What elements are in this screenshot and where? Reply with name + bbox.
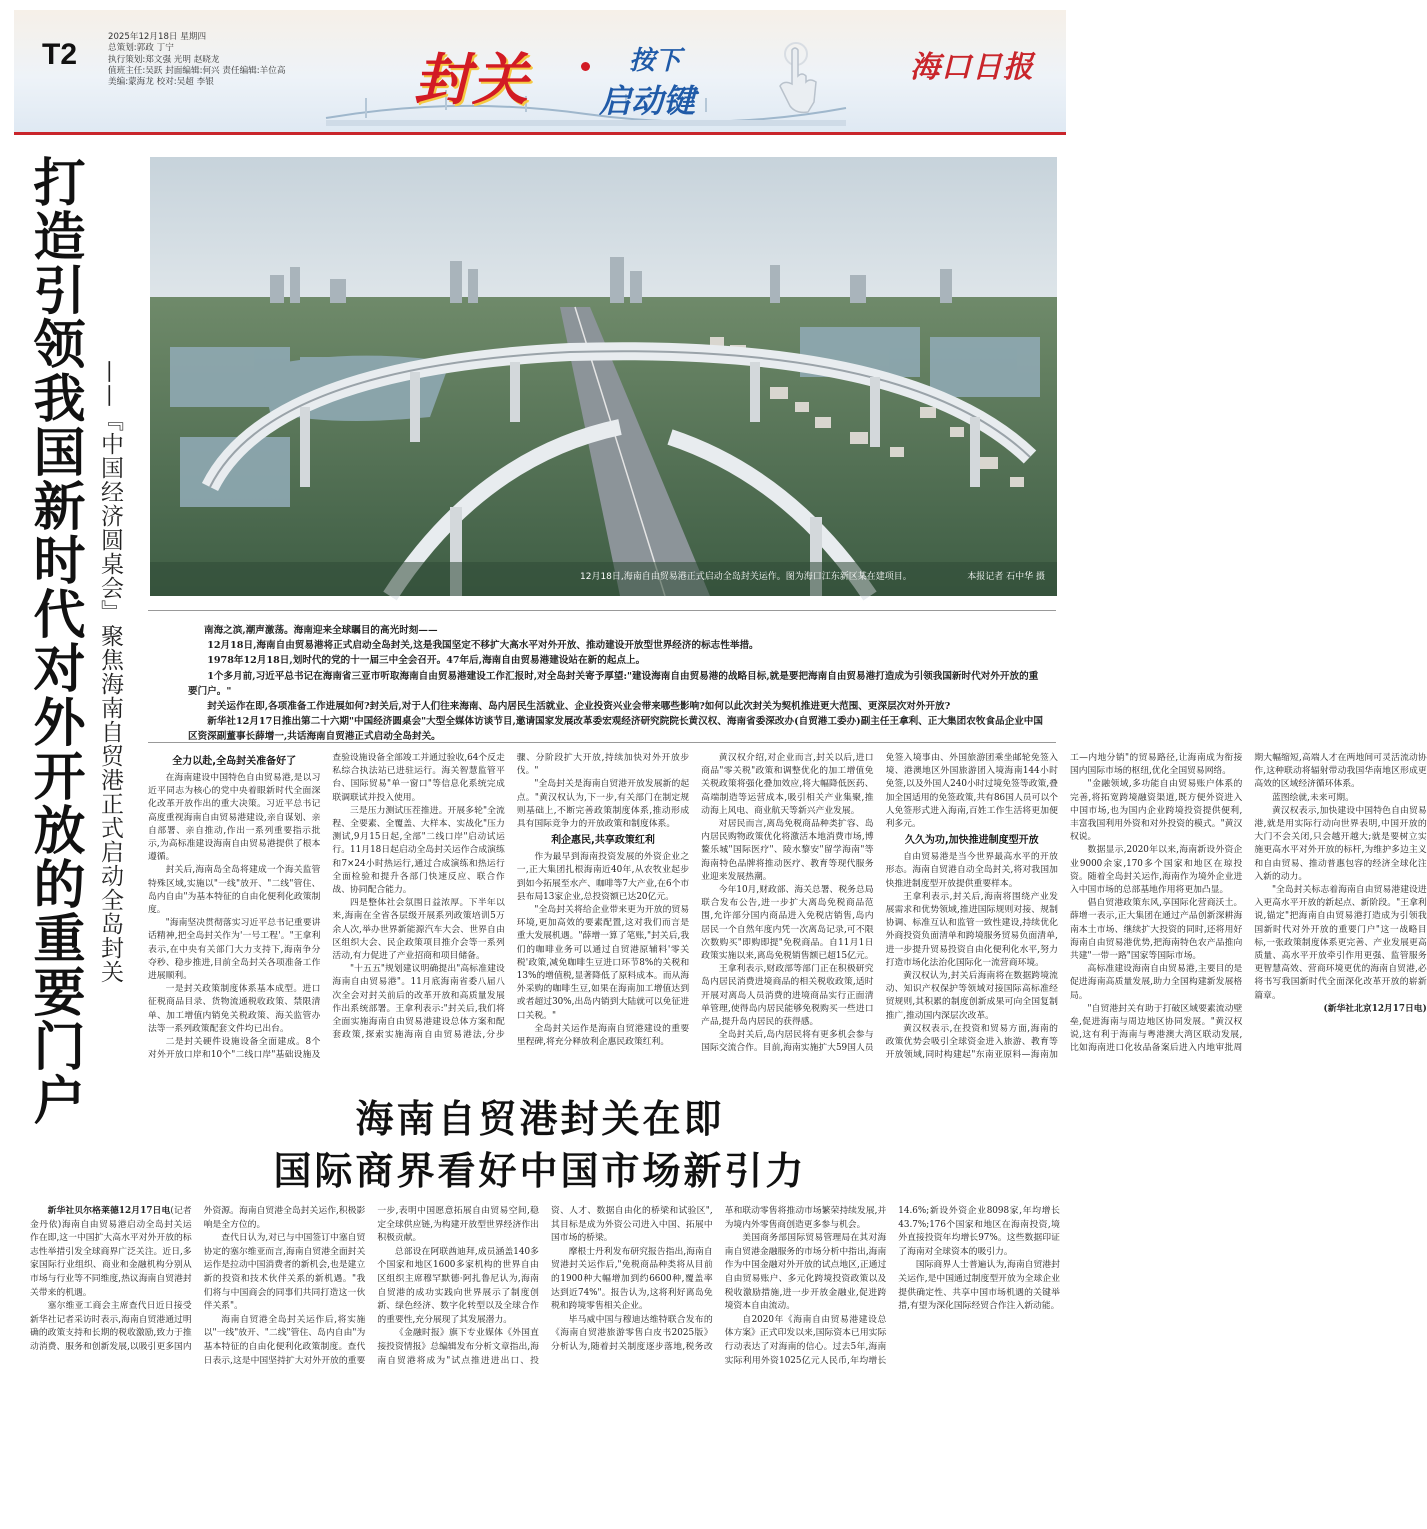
- page-number: T2: [42, 38, 78, 71]
- page-header: [14, 10, 1066, 135]
- body-paragraph: 黄汉权表示,在投资和贸易方面,海南的政策优势会吸引全球资金进入旅游、教育等开放领域,同时构建起"东南亚原料—海南加工—内地分销"的贸易路径,让海南成为衔接国内国际市场的枢纽,优化全国贸易网络。: [885, 753, 1243, 1061]
- body-paragraph: 在海南建设中国特色自由贸易港,是以习近平同志为核心的党中央着眼新时代全面深化改革开放作出的重大决策。习近平总书记高度重视海南自由贸易港建设,亲自谋划、亲自部署、亲自推动,作出一系列重要指示批示,为高标准建设海南自由贸易港提供了根本遵循。: [148, 773, 321, 863]
- section-heading: 久久为功,加快推进制度型开放: [904, 835, 1039, 847]
- article2-title-line1: 海南自贸港封关在即: [355, 1097, 725, 1141]
- body-paragraph: 数据显示,2020年以来,海南新设外资企业9000余家,170多个国家和地区在琼投资。随着全岛封关运作,海南作为境外企业进入中国市场的总部基地作用将更加凸显。: [1069, 845, 1243, 896]
- sub-headline: ——『中国经济圆桌会』聚焦海南自贸港正式启动全岛封关: [97, 360, 123, 984]
- lead-paragraph: 南海之滨,潮声激荡。海南迎来全球瞩目的高光时刻——: [204, 625, 438, 636]
- body-paragraph: 自2020年《海南自由贸易港建设总体方案》正式印发以来,国际资本已用实际行动表达了对海南的信心。过去5年,海南实际利用外资1025亿元人民币,年均增长14.6%;新设外资企业8098家,年均增长43.7%;176个国家和地区在海南投资,境外直接投资年均增长97%。这些数据印证了海南对全球资本的吸引力。: [724, 1206, 1060, 1366]
- aerial-interchange-illustration: [150, 157, 1057, 596]
- body-paragraph: 黄汉权认为,封关后海南将在数据跨境流动、知识产权保护等领域对接国际高标准经贸规则,其积累的制度创新成果可向全国复制推广,推动国内深层次改革。: [885, 971, 1058, 1021]
- body-paragraph: 一是封关政策制度体系基本成型。进口征税商品目录、货物流通税收政策、禁限清单、加工增值内销免关税政策、海关监管办法等一系列政策配套文件均已出台。: [148, 984, 321, 1034]
- body-paragraph: "全岛封关是海南自贸港开放发展新的起点。"黄汉权认为,下一步,有关部门在制定规则基础上,不断完善政策制度体系,推动形成具有国际竞争力的开放政策和制度体系。: [516, 779, 690, 830]
- body-paragraph: 全岛封关后,岛内居民将有更多机会参与国际交流合作。目前,海南实施扩大59国人员免签入境事由、外国旅游团乘坐邮轮免签入境、港澳地区外国旅游团入境海南144小时免签,以及外国人240小时过境免签等政策,叠加全国适用的免签政策,共有86国人员可以个人免签形式进入海南,百姓工作生活将更加便利多元。: [701, 753, 1058, 1054]
- body-paragraph: 美国商务部国际贸易管理局在其对海南自贸港金融服务的市场分析中指出,海南作为中国金融对外开放的试点地区,正通过自由贸易账户、多元化跨境投资政策以及税收激励措施,进一步开放金融业,促进跨境资本自由流动。: [724, 1233, 887, 1312]
- body-paragraph: 高标准建设海南自由贸易港,主要目的是促进海南高质量发展,助力全国构建新发展格局。: [1069, 964, 1243, 1001]
- body-paragraph: 自由贸易港是当今世界最高水平的开放形态。海南自贸港自动全岛封关,将对我国加快推进制度型开放提供重要样本。: [885, 852, 1058, 889]
- body-paragraph: "金融领域,多功能自由贸易账户体系的完善,将拓宽跨境融资渠道,既方便外资进入中国市场,也为国内企业跨境投资提供便利,丰富我国利用外资和对外投资的模式。"黄汉权说。: [1069, 779, 1243, 843]
- body-paragraph: 对居民而言,离岛免税商品种类扩容、岛内居民购物政策优化将激活本地消费市场,博鳌乐城"国际医疗"、陵水黎安"留学海南"等海南特色品牌将推动医疗、教育等现代服务业迎来发展热潮。: [701, 819, 874, 882]
- newspaper-logo: 海口日报: [910, 50, 1034, 85]
- body-paragraph: "自贸港封关有助于打破区域要素流动壁垒,促进海南与周边地区协同发展。"黄汉权说,这有利于海南与粤港澳大湾区联动发展,比如海南进口化妆品备案后进入内地审批周期大幅缩短,高端人才在两地间可灵活流动协作,这种联动将辐射带动我国华南地区形成更高效的区域经济循环体系。: [1069, 753, 1427, 1054]
- pointing-hand-icon: [766, 40, 826, 118]
- lead-paragraph: 1978年12月18日,划时代的党的十一届三中全会召开。47年后,海南自由贸易港建设站在新的起点上。: [207, 655, 646, 667]
- body-paragraph: "全岛封关将给企业带来更为开放的贸易环境,更加高效的要素配置,这对我们而言是重大发展机遇。"薛增一算了笔账,"封关后,我们的咖啡业务可以通过自贸港原辅料'零关税'政策,减免咖啡生豆进口环节8%的关税和13%的增值税,显著降低了原料成本。而从海外采购的咖啡生豆,如果在海南加工增值达到或者超过30%,出岛内销到大陆就可以免征进口关税。": [516, 905, 690, 1021]
- photo-caption: 12月18日,海南自由贸易港正式启动全岛封关运作。图为海口江东新区某在建项目。: [580, 572, 912, 582]
- credit-line: 执行策划:郑文强 光明 赵晓龙: [108, 54, 220, 65]
- article-lead: [148, 610, 1056, 745]
- body-paragraph: 蓝图绘就,未来可期。: [1271, 792, 1354, 803]
- lead-paragraph: 12月18日,海南自由贸易港将正式启动全岛封关,这是我国坚定不移扩大高水平对外开放、推动建设开放型世界经济的标志性举措。: [207, 640, 759, 652]
- masthead-credits: [108, 32, 285, 88]
- article2-dateline: 新华社贝尔格莱德12月17日电: [47, 1206, 171, 1216]
- body-paragraph: 总部设在阿联酋迪拜,成员涵盖140多个国家和地区1600多家机构的世界自由区组织主席穆罕默德·阿扎鲁尼认为,海南自贸港的成功实践向世界展示了制度创新、绿色经济、数字化转型以及全球合作的重要性,充分展现了其发展潜力。: [377, 1246, 539, 1325]
- body-paragraph: 塞尔维亚工商会主席查代日近日接受新华社记者采访时表示,海南自贸港通过明确的政策支持和长期的税收激励,致力于推动消费、服务和创新发展,以吸引更多国内外资源。海南自贸港全岛封关运作,积极影响是全方位的。: [30, 1206, 366, 1352]
- body-paragraph: 王拿利表示,财政部等部门正在积极研究岛内居民消费进境商品的相关税收政策,适时开展对离岛人员消费的进境商品实行正面清单管理,使得岛内居民能够免税购买一些进口产品,提升岛内居民的获得感。: [701, 964, 874, 1028]
- body-paragraph: 毕马威中国与穆迪达维特联合发布的《海南自贸港旅游零售白皮书2025版》分析认为,随着封关制度逐步落地,税务改革和联动零售将推动市场繁荣持续发展,并为境内外零售商创造更多参与机会。: [550, 1206, 887, 1352]
- body-paragraph: 黄汉权介绍,对企业而言,封关以后,进口商品"零关税"政策和调整优化的加工增值免关税政策将强化叠加效应,将大幅降低医药、高端制造等运营成本,吸引相关产业集聚,推动海上风电、商业航天等新兴产业发展。: [701, 753, 874, 816]
- body-paragraph: 国际商界人士普遍认为,海南自贸港封关运作,是中国通过制度型开放为全球企业提供确定性、共享中国市场机遇的关键举措,有望为深化国际经贸合作注入新动能。: [898, 1260, 1060, 1312]
- date-line: 2025年12月18日 星期四: [108, 32, 207, 42]
- body-paragraph: "全岛封关标志着海南自由贸易港建设进入更高水平开放的新起点、新阶段。"王拿利说,锚定"把海南自由贸易港打造成为引领我国新时代对外开放的重要门户"这一战略目标,一张政策制度体系更完善、产业发展更高质量、高水平开放牵引作用更强、监管服务更智慧高效、营商环境更优的海南自贸港,必将书写我国新时代全面深化改革开放的崭新篇章。: [1254, 885, 1427, 1001]
- news-photo-interchange: [150, 157, 1057, 596]
- body-paragraph: 二是封关硬件设施设备全面建成。8个对外开放口岸和10个"二线口岸"基础设施及查验设施设备全部竣工并通过验收,64个反走私综合执法站已进驻运行。海关智慧监管平台、国际贸易"单一窗口"等信息化系统完成联调联试并投入使用。: [148, 753, 505, 1061]
- slogan-dot: [581, 62, 590, 71]
- body-paragraph: 全岛封关运作是海南自贸港建设的重要里程碑,将充分释放利企惠民政策红利。: [516, 1023, 690, 1048]
- body-paragraph: 王拿利表示,封关后,海南将围绕产业发展需求和优势领域,推进国际规则对接、规制协调、标准互认和监管一致性建设,持续优化外商投资负面清单和跨境服务贸易负面清单,进一步提升贸易投资自由化便利化水平,努力打造市场化法治化国际化一流营商环境。: [885, 891, 1058, 968]
- body-paragraph: 四是整体社会氛围日益浓厚。下半年以来,海南在全省各层级开展系列政策培训5万余人次,举办世界新能源汽车大会、世界自由区组织大会、民企政策项目推介会等一系列活动,有力促进了产业招商和项目储备。: [332, 898, 505, 962]
- body-paragraph: "海南坚决贯彻落实习近平总书记重要讲话精神,把全岛封关作为'一号工程'。"王拿利表示,在中央有关部门大力支持下,海南争分夺秒、稳步推进,目前全岛封关各项准备工作进展顺利。: [148, 918, 321, 982]
- article-body: [148, 752, 1427, 1067]
- slogan-press: 按下: [629, 46, 682, 76]
- section-heading: 利企惠民,共享政策红利: [551, 835, 655, 847]
- photo-credit: 本报记者 石中华 摄: [967, 572, 1045, 582]
- credit-line: 值班主任:吴跃 封面编辑:何兴 责任编辑:羊位高: [108, 65, 286, 76]
- credit-line: 美编:蒙海龙 校对:吴超 李银: [108, 77, 214, 88]
- lead-paragraph: 封关运作在即,各项准备工作进展如何?封关后,对于人们往来海南、岛内居民生活就业、企业投资兴业会带来哪些影响?如何以此次封关为契机推进更大范围、更深层次对外开放?: [207, 701, 951, 713]
- credit-line: 总策划:郭政 丁宁: [108, 43, 174, 54]
- body-paragraph: 作为最早到海南投资发展的外资企业之一,正大集团扎根海南近40年,从农牧业起步到如今拓展至水产、咖啡等7大产业,在6个市县布局13家企业,总投资额已达20亿元。: [516, 852, 690, 902]
- body-paragraph: 黄汉权表示,加快建设中国特色自由贸易港,就是用实际行动向世界表明,中国开放的大门不会关闭,只会越开越大;就是要树立实施更高水平对外开放的标杆,为维护多边主义和自由贸易、推动普惠包容的经济全球化注入新的动力。: [1254, 805, 1427, 882]
- slogan-main: 封关: [414, 48, 530, 113]
- article-signoff: (新华社北京12月17日电): [1323, 1003, 1427, 1014]
- body-paragraph: 海南自贸港全岛封关运作后,将实施以"一线"放开、"二线"管住、岛内自由"为基本特征的自由化便利化政策制度。查代日表示,这是中国坚持扩大对外开放的重要一步,表明中国愿意拓展自由贸易空间,稳定全球供应链,为构建开放型世界经济作出积极贡献。: [203, 1206, 539, 1366]
- body-paragraph: 倡自贸港政策东风,享国际化营商沃土。薛增一表示,正大集团在通过产品创新深耕海南本土市场、继续扩大投资的同时,还将用好海南自由贸易港优势,把海南特色农产品推向共建"一带一路"国家等国际市场。: [1069, 898, 1243, 962]
- lead-paragraph: 新华社12月17日推出第二十六期"中国经济圆桌会"大型全媒体访谈节目,邀请国家发展改革委宏观经济研究院院长黄汉权、海南省委深改办(自贸港工委办)副主任王拿利、正大集团农牧食品企业中国区资深副董事长薛增一,共话海南自贸港正式启动全岛封关。: [188, 716, 1043, 743]
- lead-paragraph: 1个多月前,习近平总书记在海南省三亚市听取海南自由贸易港建设工作汇报时,对全岛封关寄予厚望:"建设海南自由贸易港的战略目标,就是要把海南自由贸易港打造成为引领我国新时代对外开放的重要门户。": [188, 670, 1039, 697]
- article2-body: [30, 1205, 1060, 1523]
- body-paragraph: 封关后,海南岛全岛将建成一个海关监管特殊区域,实施以"一线"放开、"二线"管住、岛内自由"为基本特征的自由化便利化政策制度。: [148, 865, 321, 916]
- body-paragraph: 查代日认为,对已与中国签订中塞自贸协定的塞尔维亚而言,海南自贸港全面封关运作是拉动中国消费者的新机会,也是建立新的投资和技术伙伴关系的新机遇。"我们将与中国商会的同事们共同打造这一伙伴关系"。: [203, 1233, 366, 1312]
- body-paragraph: (记者金丹依)海南自由贸易港启动全岛封关运作在即,这一中国扩大高水平对外开放的标志性举措引发全球商界广泛关注。近日,多家国际行业组织、商业和金融机构分别从市场与行业等不同维度,热议海南自贸港封关带来的机遇。: [30, 1206, 192, 1298]
- article2-title-line2: 国际商界看好中国市场新引力: [273, 1149, 807, 1193]
- divider: [148, 742, 1056, 743]
- body-paragraph: "十五五"规划建议明确提出"高标准建设海南自由贸易港"。11月底海南省委八届八次全会对封关前后的改革开放和高质量发展作出系统部署。王拿利表示:"封关后,我们将全面实施海南自由贸易港建设总体方案和配套政策,探索实施海南自由贸易港法,分步骤、分阶段扩大开放,持续加快对外开放步伐。": [332, 753, 690, 1041]
- body-paragraph: 三是压力测试压茬推进。开展多轮"全流程、全要素、全覆盖、大样本、实战化"压力测试,9月15日起,全部"二线口岸"启动试运行。11月18日起启动全岛封关运作合成演练和7×24小时热运行,通过合成演练和热运行全面检验和提升各部门快速反应、联合作战、协同配合能力。: [332, 805, 505, 896]
- body-paragraph: 《金融时报》旗下专业媒体《外国直接投资情报》总编辑发布分析文章指出,海南自贸港将成为"试点推进进出口、投资、人才、数据自由化的桥梁和试验区",其目标是成为外资公司进入中国、拓展中国市场的桥梁。: [377, 1206, 713, 1366]
- slogan-start: 启动键: [599, 82, 696, 120]
- section-heading: 全力以赴,全岛封关准备好了: [172, 756, 297, 767]
- main-headline: 打造引领我国新时代对外开放的重要门户: [24, 155, 84, 1127]
- body-paragraph: 今年10月,财政部、海关总署、税务总局联合发布公告,进一步扩大离岛免税商品范围,允许部分国内商品进入免税店销售,岛内居民一个自然年度内凭一次离岛记录,可不限次数购买"即购即提"免税商品。自11月1日政策实施以来,离岛免税销售额已超15亿元。: [701, 885, 874, 962]
- body-paragraph: 摩根士丹利发布研究报告指出,海南自贸港封关运作后,"免税商品种类将从目前的1900种大幅增加到约6600种,覆盖率达到近74%"。报告认为,这将利好离岛免税和跨境零售相关企业。: [550, 1246, 713, 1312]
